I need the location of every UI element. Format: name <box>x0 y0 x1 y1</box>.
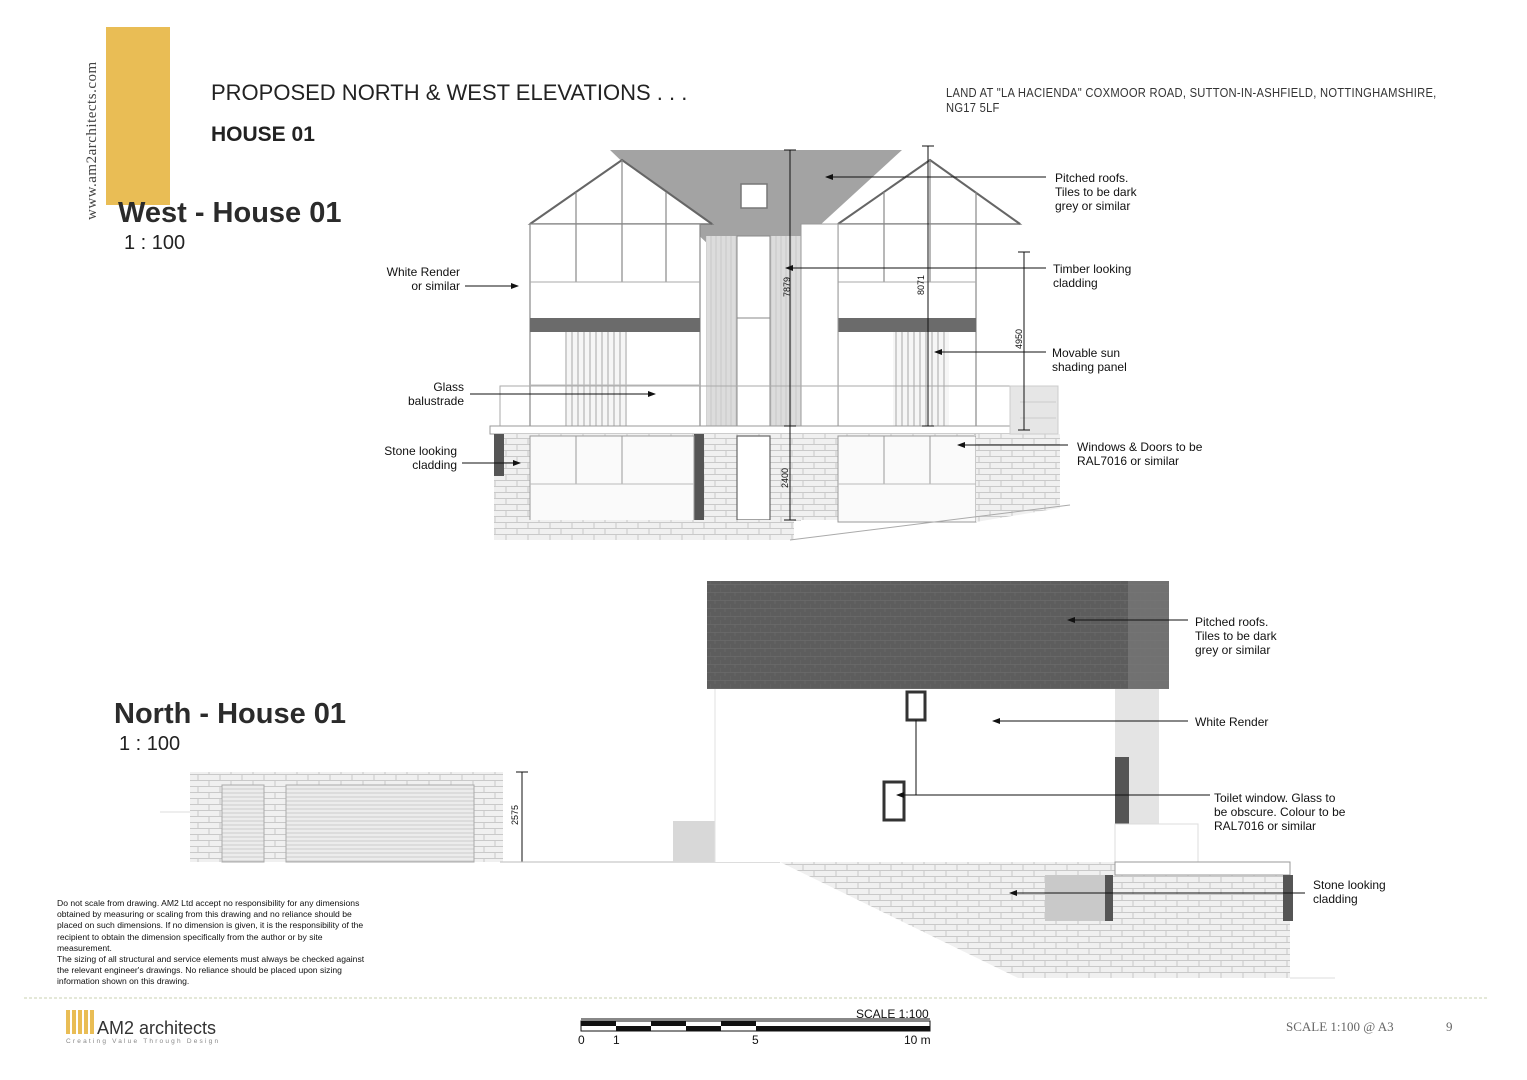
west-label-stone-cladding: Stone looking cladding <box>384 444 457 472</box>
west-left-shading-panel <box>565 332 627 428</box>
sheet-title: PROPOSED NORTH & WEST ELEVATIONS . . . <box>211 80 688 105</box>
website-url: www.am2architects.com <box>84 61 100 220</box>
sheet-scale: SCALE 1:100 @ A3 <box>1286 1019 1394 1034</box>
west-label-timber-cladding: Timber looking cladding <box>1053 262 1132 290</box>
scale-tick-5: 5 <box>752 1033 759 1047</box>
north-view-scale: 1 : 100 <box>119 733 181 755</box>
scale-tick-0: 0 <box>578 1033 585 1047</box>
north-garage-door-large <box>286 785 474 862</box>
north-stone-base <box>780 862 1290 978</box>
north-toilet-window-upper <box>907 692 925 720</box>
north-garage-door-small <box>222 785 264 862</box>
scale-tick-1: 1 <box>613 1033 620 1047</box>
north-label-pitched-roofs: Pitched roofs. Tiles to be dark grey or similar <box>1195 615 1277 657</box>
logo-name: AM2 architects <box>97 1018 217 1038</box>
west-roof-window <box>741 184 767 208</box>
west-label-pitched-roofs: Pitched roofs. Tiles to be dark grey or similar <box>1055 171 1137 213</box>
am2-logo-mark <box>66 1010 94 1034</box>
west-label-windows-doors: Windows & Doors to be RAL7016 or similar <box>1077 440 1203 468</box>
scale-bar-label: SCALE 1:100 <box>856 1007 929 1021</box>
west-view-title: West - House 01 <box>118 197 342 229</box>
logo-tagline: Creating Value Through Design <box>66 1038 221 1045</box>
site-address: LAND AT "LA HACIENDA" COXMOOR ROAD, SUTTON-IN-ASHFIELD, NOTTINGHAMSHIRE, NG17 5LF <box>946 85 1437 115</box>
west-elevation <box>462 146 1070 540</box>
page-number: 9 <box>1446 1019 1453 1034</box>
scale-tick-10m: 10 m <box>904 1033 931 1047</box>
north-label-toilet-window: Toilet window. Glass to be obscure. Colour to be RAL7016 or similar <box>1214 791 1346 833</box>
north-label-white-render: White Render <box>1195 715 1269 729</box>
north-roof <box>707 581 1169 689</box>
sheet-subtitle: HOUSE 01 <box>211 123 315 146</box>
west-label-sun-shading: Movable sun shading panel <box>1052 346 1127 374</box>
west-label-white-render: White Render or similar <box>386 265 460 293</box>
west-view-scale: 1 : 100 <box>124 232 186 254</box>
west-dim-7879: 7879 <box>782 276 792 298</box>
disclaimer-text: Do not scale from drawing. AM2 Ltd accept no responsibility for any dimensions obtained by measuring or scaling from this drawing and no reliance should be placed on such dimensions. If no dimension is given, it is the responsibility of the recipient to obtain the dimension specifically from the author or by site measurement. The sizing of all structural and service elements must always be checked against the relevant engineer's drawings. No reliance should be placed upon sizing information shown on this drawing. <box>57 898 365 987</box>
north-toilet-window-lower <box>884 782 904 820</box>
west-label-glass-balustrade: Glass balustrade <box>407 380 464 408</box>
north-dim-2575: 2575 <box>510 804 520 826</box>
north-view-title: North - House 01 <box>114 698 347 730</box>
west-dim-8071: 8071 <box>916 274 926 296</box>
west-dim-4950: 4950 <box>1014 328 1024 350</box>
west-dim-2400: 2400 <box>780 467 790 489</box>
west-right-shading-panel <box>893 332 949 428</box>
north-label-stone-cladding: Stone looking cladding <box>1313 878 1386 906</box>
